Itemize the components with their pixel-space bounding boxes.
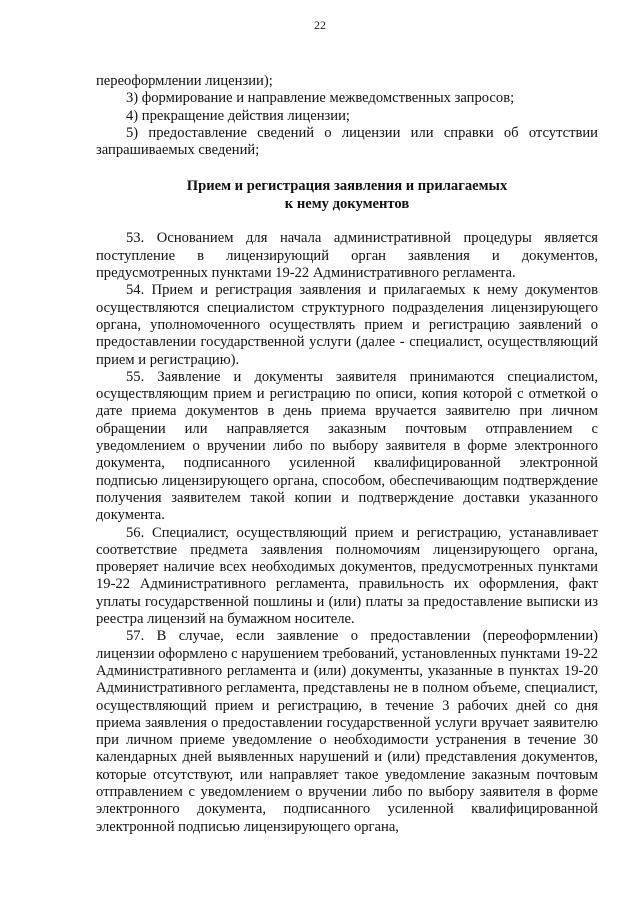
page-number: 22 [314, 18, 326, 32]
list-item-5: 5) предоставление сведений о лицензии или справки об отсутствии запрашиваемых сведений; [96, 124, 598, 159]
paragraph-54: 54. Прием и регистрация заявления и прилагаемых к нему документов осуществляются специалистом структурного подразделения лицензирующего органа, уполномоченного осуществлять прием и регистрацию заявлений о предоставлении государственной услуги (далее - специалист, осуществляющий прием и регистрацию). [96, 282, 598, 368]
paragraph-55: 55. Заявление и документы заявителя принимаются специалистом, осуществляющим прием и регистрацию по описи, копия которой с отметкой о дате приема документов в день приема вручается заявителю при личном обращении или направляется заказным почтовым отправлением с уведомлением о вручении либо по выбору заявителя в форме электронного документа, подписанного усиленной квалифицированной электронной подписью лицензирующего органа, способом, обеспечивающим подтверждение получения заявителем такой копии и подтверждение доставки указанного документа. [96, 368, 598, 524]
section-heading [96, 177, 598, 213]
document-body [96, 73, 598, 836]
paragraph-53: 53. Основанием для начала административной процедуры является поступление в лицензирующий орган заявления и документов, предусмотренных пунктами 19-22 Административного регламента. [96, 230, 598, 282]
paragraph-56: 56. Специалист, осуществляющий прием и регистрацию, устанавливает соответствие предмета заявления полномочиям лицензирующего органа, проверяет наличие всех необходимых документов, предусмотренных пунктами 19-22 Административного регламента, правильность их оформления, факт уплаты государственной пошлины и (или) платы за предоставление выписки из реестра лицензий на бумажном носителе. [96, 524, 598, 628]
section-heading-line-2: к нему документов [284, 196, 410, 213]
list-item-3: 3) формирование и направление межведомственных запросов; [126, 90, 515, 107]
list-item-4: 4) прекращение действия лицензии; [126, 107, 350, 124]
paragraph-57: 57. В случае, если заявление о предоставлении (переоформлении) лицензии оформлено с нарушением требований, установленных пунктами 19-22 Административного регламента и (или) документы, указанные в пунктах 19-20 Административного регламента, представлены не в полном объеме, специалист, осуществляющий прием и регистрацию, в течение 3 рабочих дней со дня приема заявления о предоставлении государственной услуги вручает заявителю при личном приеме уведомление о необходимости устранения в течение 30 календарных дней выявленных нарушений и (или) представления документов, которые отсутствуют, или направляет такое уведомление заказным почтовым отправлением с уведомлением о вручении либо по выбору заявителя в форме электронного документа, подписанного усиленной квалифицированной электронной подписью лицензирующего органа, [96, 628, 598, 835]
intro-continuation: переоформлении лицензии); [96, 73, 273, 89]
section-heading-line-1: Прием и регистрация заявления и прилагаемых [186, 178, 508, 195]
